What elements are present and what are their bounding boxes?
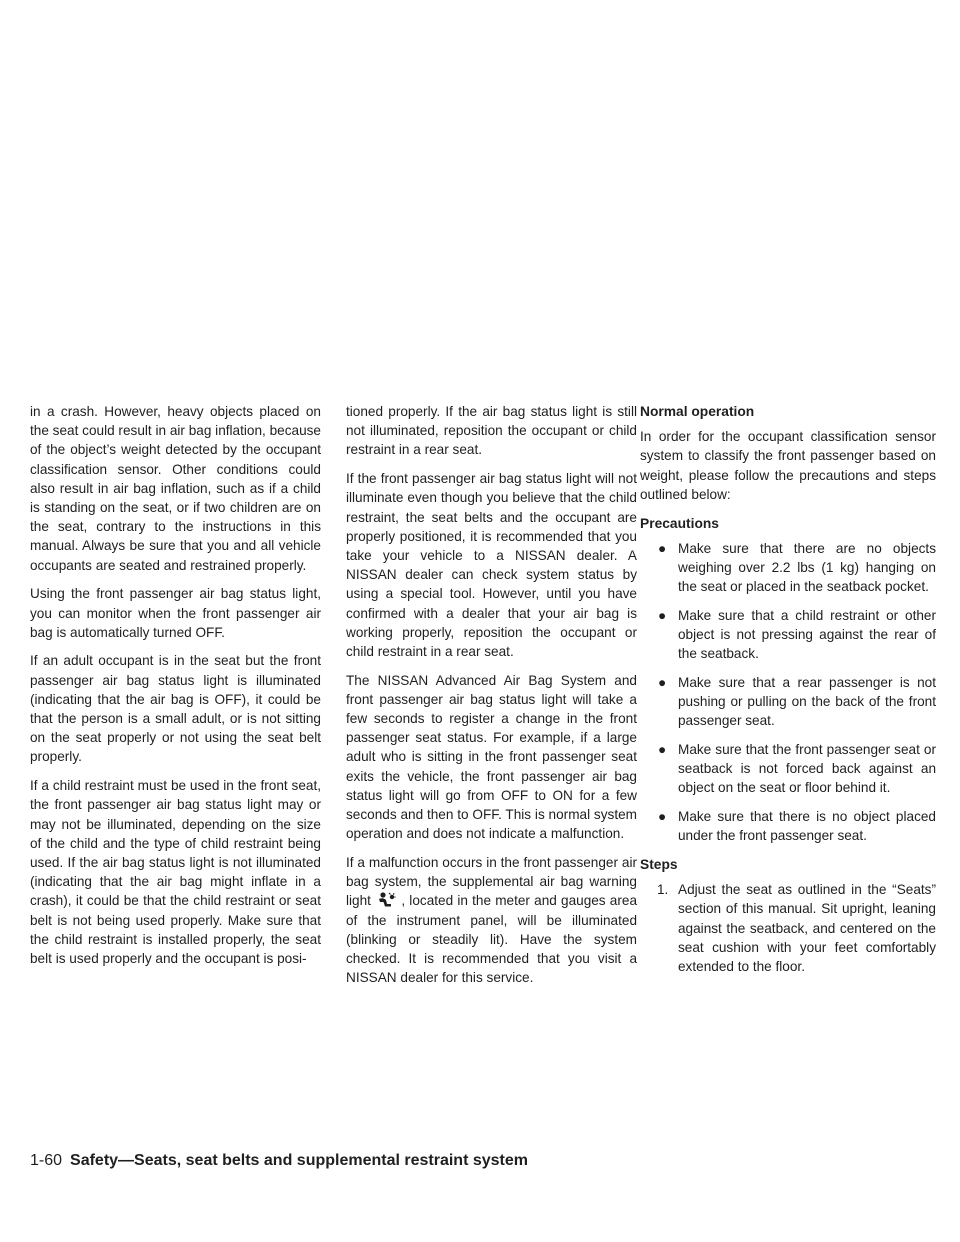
paragraph: If the front passenger air bag status light will not illuminate even though you believe that the child restraint, the seat belts and the occupant are properly positioned, it is recommended that you take your vehicle to a NISSAN dealer. A NISSAN dealer can check system status by using a special tool. However, until you have confirmed with a dealer that your air bag is working properly, reposition the occupant or child restraint in a rear seat.	[346, 471, 637, 659]
normal-operation-heading: Normal operation	[640, 404, 755, 419]
list-item: ● Make sure that there are no objects weighing over 2.2 lbs (1 kg) hanging on the seat or placed in the seatback pocket.	[658, 540, 936, 595]
page-footer	[30, 1152, 528, 1170]
page-number: 1-60	[30, 1152, 63, 1169]
list-item: ● Make sure that the front passenger seat or seatback is not forced back against an object on the seat or floor behind it.	[658, 742, 936, 796]
bullet-icon: ●	[658, 809, 667, 825]
bullet-icon: ●	[658, 674, 667, 690]
paragraph: If an adult occupant is in the seat but the front passenger air bag status light is illuminated (indicating that the air bag is OFF), it could be that the person is a small adult, or is not sitting on the seat properly or not using the seat belt properly.	[30, 653, 321, 765]
list-item: ● Make sure that a child restraint or other object is not pressing against the rear of the seatback.	[658, 607, 936, 662]
paragraph: The NISSAN Advanced Air Bag System and front passenger air bag status light will take a few seconds to register a change in the front passenger seat status. For example, if a large adult who is sitting in the front passenger seat exits the vehicle, the front passenger air bag status light will go from OFF to ON for a few seconds and then to OFF. This is normal system operation and does not indicate a malfunction.	[346, 672, 637, 842]
bullet-icon: ●	[658, 540, 667, 556]
warning-text-after: , located in the meter and gauges area of the instrument panel, will be illuminated (blinking or steadily lit). Have the system checked. It is recommended that you visit a NISSAN dealer for this service.	[346, 893, 638, 986]
list-item: 1. Adjust the seat as outlined in the “Seats” section of this manual. Sit upright, leaning against the seatback, and centered on the seat cushion with your feet comfortably extended to the floor.	[657, 882, 936, 975]
paragraph: If a child restraint must be used in the front seat, the front passenger air bag status light may or may not be illuminated, depending on the size of the child and the type of child restraint being used. If the air bag status light is not illuminated (indicating that the air bag might inflate in a crash), it could be that the child restraint or seat belt is not being used properly. Make sure that the child restraint is installed properly, the seat belt is used properly and the occupant is posi-	[30, 778, 321, 966]
middle-column	[346, 402, 637, 997]
steps-heading: Steps	[640, 857, 678, 873]
bullet-icon: ●	[658, 607, 667, 623]
paragraph: tioned properly. If the air bag status light is still not illuminated, reposition the occupant or child restraint in a rear seat.	[346, 404, 637, 458]
warning-text-before: If a malfunction occurs in the front passenger air bag system, the supplemental air bag warning light	[346, 854, 637, 909]
list-item: ● Make sure that a rear passenger is not pushing or pulling on the back of the front passenger seat.	[658, 674, 936, 729]
precautions-heading: Precautions	[640, 515, 719, 531]
list-item: ● Make sure that there is no object placed under the front passenger seat.	[658, 809, 936, 844]
paragraph: In order for the occupant classification sensor system to classify the front passenger based on weight, please follow the precautions and steps outlined below:	[640, 429, 936, 502]
paragraph: in a crash. However, heavy objects placed on the seat could result in air bag inflation, because of the object’s weight detected by the occupant classification sensor. Other conditions could also result in air bag inflation, such as if a child is standing on the seat, or if two children are on the seat, contrary to the instructions in this manual. Always be sure that you and all vehicle occupants are seated and restrained properly.	[30, 404, 321, 573]
left-column	[30, 402, 321, 978]
paragraph: Using the front passenger air bag status light, you can monitor when the front passenger air bag is automatically turned OFF.	[30, 586, 321, 640]
step-number: 1.	[657, 882, 669, 898]
warning-light-paragraph	[346, 853, 637, 987]
section-title: Safety—Seats, seat belts and supplemental restraint system	[70, 1152, 528, 1169]
right-column	[640, 402, 936, 986]
airbag-warning-icon	[375, 892, 397, 908]
bullet-icon: ●	[658, 742, 667, 758]
